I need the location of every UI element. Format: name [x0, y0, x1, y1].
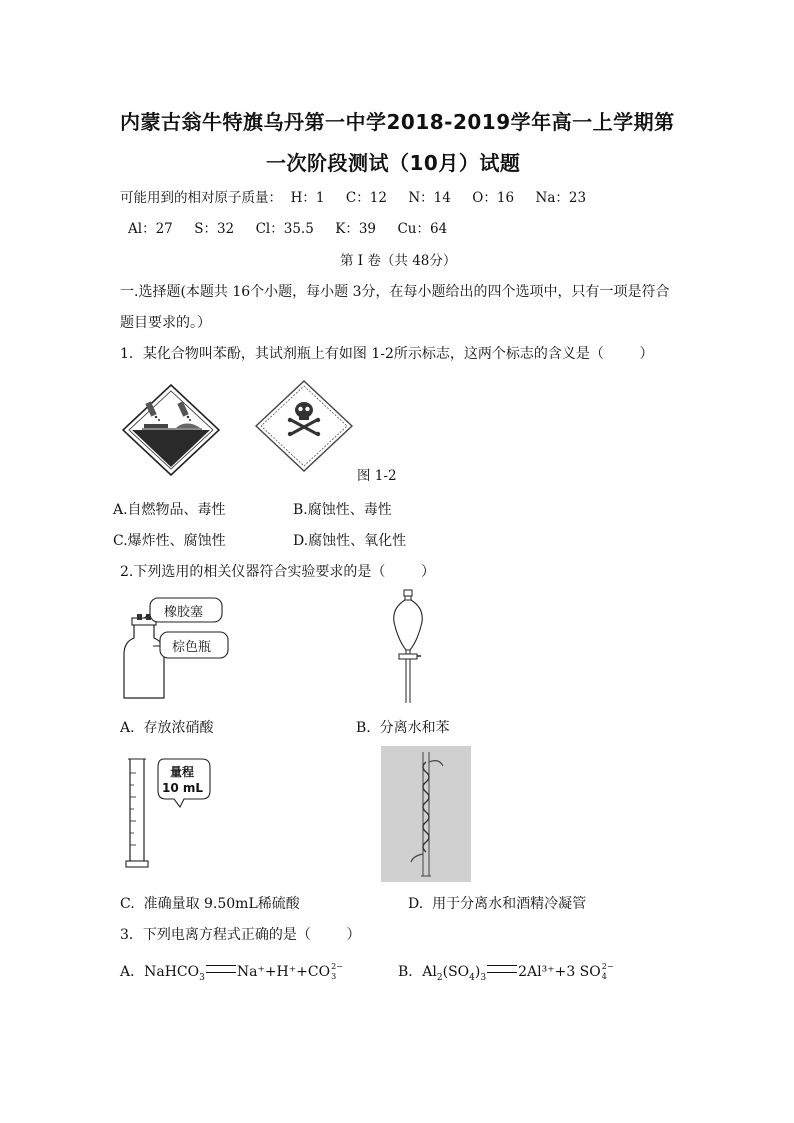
doc-title-line2: 一次阶段测试（10月）试题: [266, 151, 521, 175]
instructions-line2: 题目要求的。）: [120, 315, 211, 331]
q1-option-d: D.腐蚀性、氧化性: [293, 533, 407, 549]
q1-option-a: A.自燃物品、毒性: [113, 502, 226, 518]
rubber-stopper-label: 橡胶塞: [164, 605, 204, 620]
q3-option-b: [398, 961, 615, 983]
brown-bottle-figure: [120, 592, 235, 702]
q3-option-a: [120, 961, 344, 983]
q1-figure-caption: 图 1-2: [357, 468, 397, 484]
doc-title-line1: 内蒙古翁牛特旗乌丹第一中学2018-2019学年高一上学期第: [120, 110, 675, 134]
q3-b-sub4: 4: [469, 972, 475, 983]
corrosive-hazard-icon: [122, 384, 220, 476]
q3-a-sub: 3: [199, 972, 205, 983]
q2-option-c: C. 准确量取 9.50mL稀硫酸: [120, 896, 300, 912]
q3-b-prefix: B．Al: [398, 964, 437, 980]
q3-stem: 3．下列电离方程式正确的是（ ）: [120, 927, 361, 943]
q3-b-ion-charge: 2−: [601, 962, 614, 971]
q3-a-rhs: Na⁺+H⁺+CO: [236, 964, 331, 980]
q3-a-ion-charge: 2−: [331, 962, 343, 971]
atomic-mass-line2: Al：27 S：32 Cl：35.5 K：39 Cu：64: [128, 221, 448, 237]
ten-ml-label: 10 mL: [162, 781, 204, 795]
q3-a-prefix: A．NaHCO: [120, 964, 200, 980]
q3-b-mid: (SO: [442, 964, 470, 980]
q3-b-sub3: 3: [480, 972, 487, 983]
condenser-figure: [381, 746, 471, 882]
section-title: 第 I 卷（共 48分）: [340, 253, 457, 269]
separatory-funnel-figure: [388, 588, 428, 706]
brown-bottle-label: 棕色瓶: [172, 640, 212, 655]
equals-sign: [487, 965, 517, 973]
q1-option-c: C.爆炸性、腐蚀性: [113, 533, 226, 549]
q3-b-close: ): [474, 964, 481, 980]
range-label: 量程: [170, 765, 195, 779]
q3-a-ion-sub: 3: [331, 972, 337, 981]
graduated-cylinder-figure: [124, 753, 214, 871]
atomic-mass-line1: 可能用到的相对原子质量： H：1 C：12 N：14 O：16 Na：23: [120, 190, 587, 206]
q2-option-b: B. 分离水和苯: [356, 720, 450, 736]
q2-option-a: A. 存放浓硝酸: [120, 720, 214, 736]
instructions-line1: 一.选择题(本题共 16个小题，每小题 3分，在每小题给出的四个选项中，只有一项是符合: [120, 284, 670, 300]
q2-stem: 2.下列选用的相关仪器符合实验要求的是（ ）: [120, 564, 435, 580]
equals-sign: [206, 965, 236, 973]
toxic-hazard-icon: [255, 380, 353, 472]
q2-option-d: D. 用于分离水和酒精冷凝管: [408, 896, 587, 912]
q1-option-b: B.腐蚀性、毒性: [293, 502, 392, 518]
q3-b-rhs: 2Al³⁺+3 SO: [518, 964, 601, 980]
q3-b-sub2: 2: [436, 972, 443, 983]
q1-stem: 1．某化合物叫苯酚，其试剂瓶上有如图 1-2所示标志，这两个标志的含义是（ ）: [120, 346, 654, 362]
q3-b-ion-sub: 4: [601, 972, 607, 981]
